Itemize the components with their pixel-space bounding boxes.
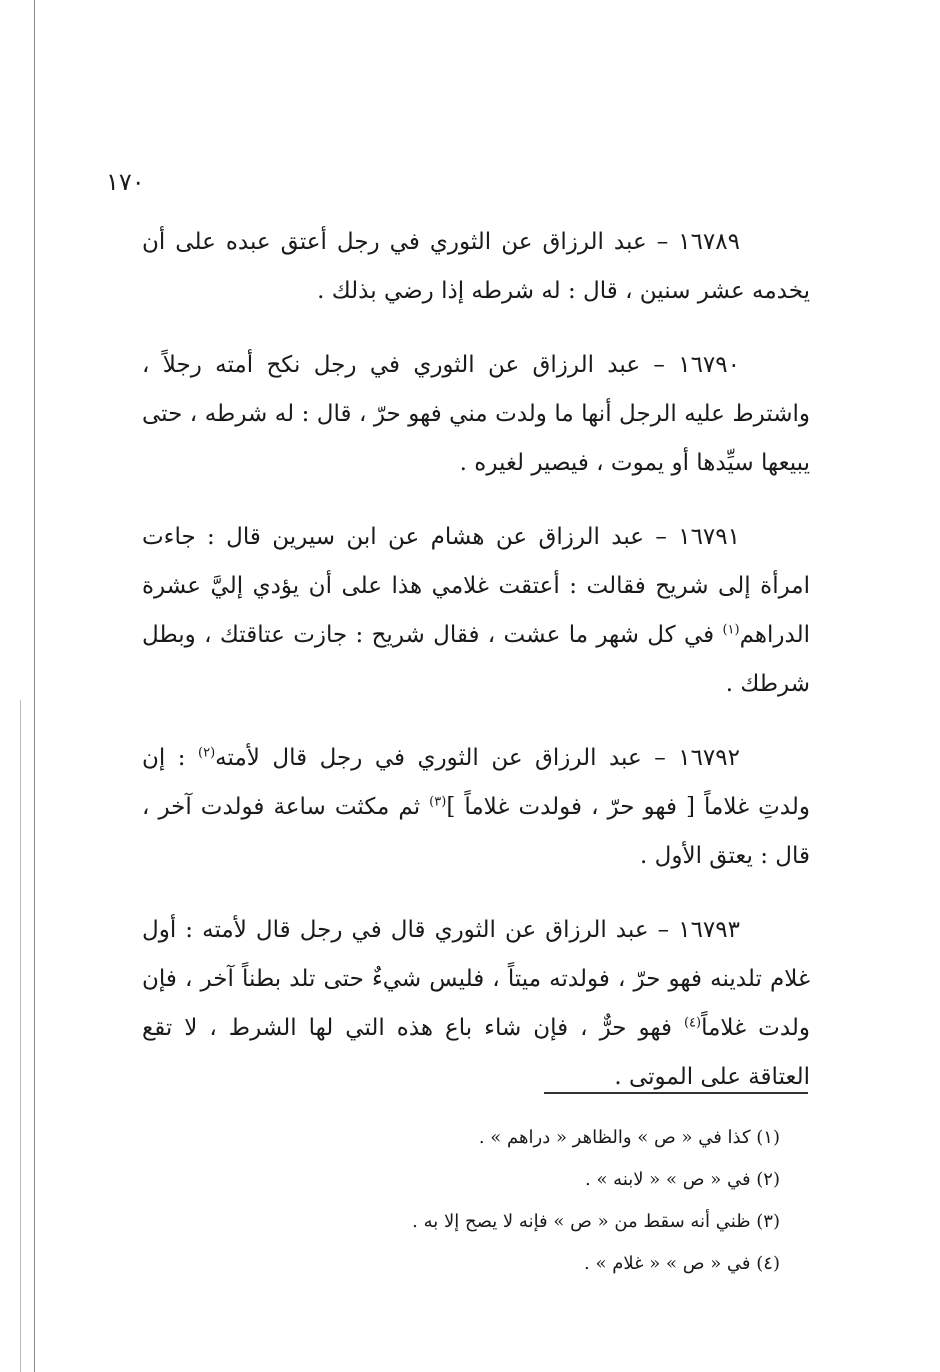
hadith-paragraph [142, 906, 810, 1102]
hadith-paragraph [142, 513, 810, 709]
footnote-item: (٣) ظني أنه سقط من « ص » فإنه لا يصح إلا به . [412, 1211, 780, 1232]
hadith-text: : إن ولدتِ غلاماً [ فهو حرّ ، فولدت غلاماً ] [142, 745, 810, 820]
hadith-text: – عبد الرزاق عن الثوري في رجل نكح أمته رجلاً ، واشترط عليه الرجل أنها ما ولدت مني فهو حرّ ، قال : له شرطه ، حتى يبيعها سيِّدها أو يموت ، فيصير لغيره . [142, 352, 810, 476]
hadith-paragraph [142, 341, 810, 488]
footnote-item: (٢) في « ص » « لابنه » . [585, 1169, 780, 1190]
hadith-paragraph [142, 734, 810, 881]
footnote-ref: (٤) [683, 1015, 702, 1031]
hadith-number: ١٦٧٨٩ [678, 229, 740, 255]
hadith-number: ١٦٧٩١ [678, 524, 740, 550]
hadith-number: ١٦٧٩٣ [678, 917, 740, 943]
page-number: ١٧٠ [106, 168, 145, 196]
hadith-text: – عبد الرزاق عن الثوري قال في رجل قال لأمته : أول غلام تلدينه فهو حرّ ، فولدته ميتاً ، فليس شيءٌ حتى تلد بطناً آخر ، فإن ولدت غلاماً [142, 917, 811, 1041]
footnote-ref: (٢) [198, 745, 216, 761]
hadith-text: – عبد الرزاق عن الثوري في رجل أعتق عبده على أن يخدمه عشر سنين ، قال : له شرطه إذا رضي بذلك . [142, 229, 810, 304]
hadith-number: ١٦٧٩٠ [678, 352, 740, 378]
hadith-content [142, 218, 810, 1127]
footnote-separator [544, 1092, 808, 1094]
footnote-ref: (٣) [429, 794, 447, 810]
hadith-paragraph [142, 218, 810, 316]
hadith-number: ١٦٧٩٢ [678, 745, 740, 771]
footnote-ref: (١) [722, 622, 740, 638]
hadith-text: – عبد الرزاق عن الثوري في رجل قال لأمته [215, 745, 679, 771]
footnote-item: (١) كذا في « ص » والظاهر « دراهم » . [478, 1127, 780, 1148]
footnote-item: (٤) في « ص » « غلام » . [584, 1253, 780, 1274]
hadith-text: في كل شهر ما عشت ، فقال شريح : جازت عتاقتك ، وبطل شرطك . [142, 622, 810, 697]
footnotes-list [300, 1117, 780, 1285]
hadith-text: ثم مكثت ساعة فولدت آخر ، قال : يعتق الأول . [142, 794, 810, 869]
hadith-text: – عبد الرزاق عن هشام عن ابن سيرين قال : جاءت امرأة إلى شريح فقالت : أعتقت غلامي هذا على أن يؤدي إليَّ عشرة الدراهم [142, 524, 810, 648]
page-edge-line [20, 700, 21, 1372]
hadith-text: فهو حرٌّ ، فإن شاء باع هذه التي لها الشرط ، لا تقع العتاقة على الموتى . [142, 1015, 810, 1090]
page-edge-line [34, 0, 35, 1372]
